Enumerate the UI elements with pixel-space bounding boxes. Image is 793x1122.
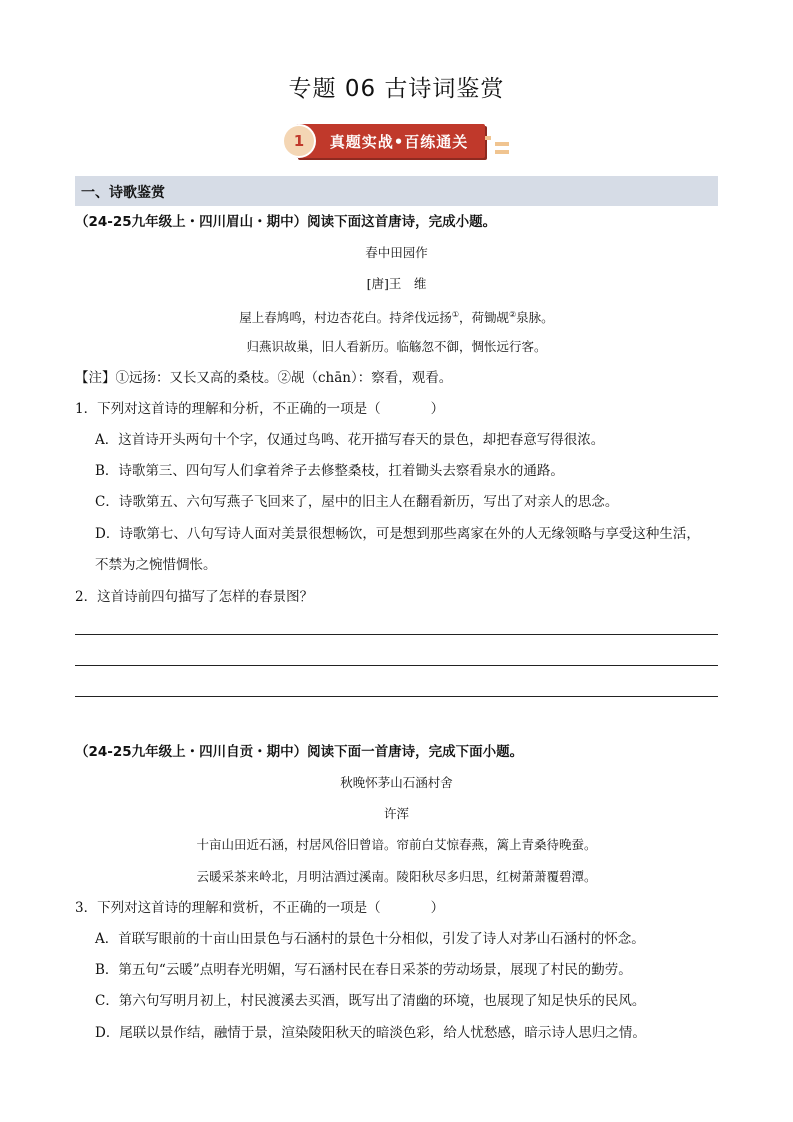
poem-text: 泉脉。 — [516, 310, 554, 326]
question-text: 1．下列对这首诗的理解和分析，不正确的一项是（ — [75, 401, 381, 417]
question-2-stem: 2．这首诗前四句描写了怎样的春景图？ — [75, 589, 314, 605]
question-3-option-a: A．首联写眼前的十亩山田景色与石涵村的景色十分相似，引发了诗人对茅山石涵村的怀念。 — [95, 931, 645, 947]
badge-decoration — [485, 136, 491, 140]
answer-line[interactable] — [75, 665, 718, 666]
poem-text: ，荷锄觇 — [458, 310, 509, 326]
passage2-author: 许浑 — [383, 806, 409, 821]
passage2-poem-line-2: 云暖采茶来岭北，月明沽酒过溪南。陵阳秋尽多归思，红树萧萧覆碧潭。 — [196, 869, 597, 884]
passage2-source: （24-25九年级上・四川自贡・期中）阅读下面一首唐诗，完成下面小题。 — [75, 744, 524, 760]
question-1-option-a: A．这首诗开头两句十个字，仅通过鸟鸣、花开描写春天的景色，却把春意写得很浓。 — [95, 432, 605, 448]
section-header — [75, 176, 718, 206]
badge-decoration — [495, 142, 509, 146]
question-3-option-d: D．尾联以景作结，融情于景，渲染陵阳秋天的暗淡色彩，给人忧愁感，暗示诗人思归之情。 — [95, 1025, 646, 1041]
question-1-option-c: C．诗歌第五、六句写燕子飞回来了，屋中的旧主人在翻看新历，写出了对亲人的思念。 — [95, 494, 619, 510]
section-badge — [282, 122, 512, 164]
badge-label: 真题实战•百练通关 — [329, 133, 469, 151]
passage1-poem-line-1 — [0, 306, 793, 327]
badge-number: 1 — [282, 124, 316, 158]
answer-line[interactable] — [75, 634, 718, 635]
question-3-option-b: B．第五句“云暖”点明春光明媚，写石涵村民在春日采茶的劳动场景，展现了村民的勤劳。 — [95, 962, 632, 978]
page-title: 专题 06 古诗词鉴赏 — [288, 76, 505, 102]
question-1-option-d: D．诗歌第七、八句写诗人面对美景很想畅饮，可是想到那些离家在外的人无缘领略与享受这种生活， — [95, 526, 700, 542]
question-1-option-b: B．诗歌第三、四句写人们拿着斧子去修整桑枝，扛着锄头去察看泉水的通路。 — [95, 463, 564, 479]
badge-decoration — [495, 150, 509, 154]
footnote-mark: ① — [451, 310, 459, 319]
passage1-note: 【注】①远扬：又长又高的桑枝。②觇（chān）：察看，观看。 — [75, 370, 453, 386]
question-1-stem — [75, 400, 444, 418]
question-1-option-d-cont: 不禁为之惋惜惆怅。 — [95, 557, 217, 573]
passage1-poem-line-2: 归燕识故巢，旧人看新历。临觞忽不御，惆怅远行客。 — [246, 339, 547, 354]
question-text: 3．下列对这首诗的理解和赏析，不正确的一项是（ — [75, 900, 381, 916]
question-3-stem — [75, 899, 444, 917]
passage1-source: （24-25九年级上・四川眉山・期中）阅读下面这首唐诗，完成小题。 — [75, 214, 497, 230]
passage2-poem-title: 秋晚怀茅山石涵村舍 — [340, 775, 453, 790]
footnote-mark: ② — [509, 310, 517, 319]
question-text: ） — [430, 900, 445, 916]
question-3-option-c: C．第六句写明月初上，村民渡溪去买酒，既写出了清幽的环境，也展现了知足快乐的民风。 — [95, 993, 646, 1009]
passage2-poem-line-1: 十亩山田近石涵，村居风俗旧曾谙。帘前白艾惊春燕，篱上青桑待晚蚕。 — [196, 837, 597, 852]
answer-line[interactable] — [75, 696, 718, 697]
poem-text: 屋上春鸠鸣，村边杏花白。持斧伐远扬 — [239, 310, 452, 326]
passage1-poem-title: 春中田园作 — [365, 245, 428, 260]
section-title: 一、诗歌鉴赏 — [81, 185, 165, 201]
passage1-author: [唐]王 维 — [366, 276, 427, 291]
question-text: ） — [430, 401, 445, 417]
